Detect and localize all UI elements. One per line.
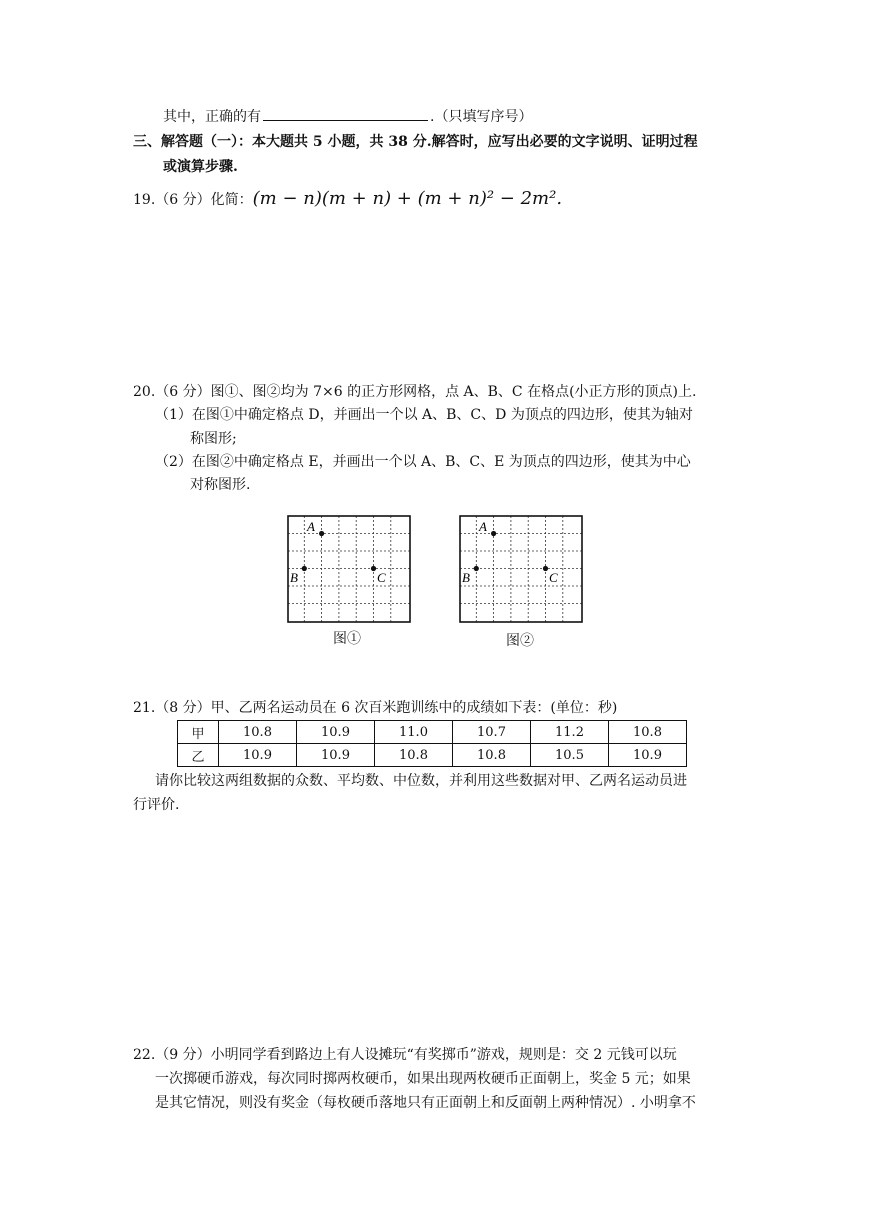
answer-line xyxy=(163,106,532,126)
table-row xyxy=(178,721,687,744)
figure-2-caption: 图② xyxy=(506,633,534,649)
question-21: 21.（8 分）甲、乙两名运动员在 6 次百米跑训练中的成绩如下表：(单位：秒) xyxy=(133,700,618,716)
q21-instruction-cont: 行评价. xyxy=(133,797,180,813)
point-c xyxy=(543,566,548,571)
label-c: C xyxy=(549,570,558,585)
q20-part2-cont: 对称图形. xyxy=(190,477,251,493)
table-cell: 10.8 xyxy=(609,721,687,744)
question-19 xyxy=(133,188,562,209)
grid-figure-2[interactable] xyxy=(459,515,583,623)
label-b: B xyxy=(462,570,470,585)
label-a: A xyxy=(479,519,487,534)
row-label-yi: 乙 xyxy=(178,744,219,767)
table-cell: 10.9 xyxy=(219,744,297,767)
q22-line2: 一次掷硬币游戏，每次同时掷两枚硬币，如果出现两枚硬币正面朝上，奖金 5 元；如果 xyxy=(155,1071,691,1087)
answer-suffix: .（只填写序号） xyxy=(430,109,533,125)
table-cell: 10.7 xyxy=(453,721,531,744)
row-label-jia: 甲 xyxy=(178,721,219,744)
label-b: B xyxy=(290,570,298,585)
grid-figure-1[interactable] xyxy=(287,515,411,623)
table-cell: 10.8 xyxy=(453,744,531,767)
table-cell: 10.8 xyxy=(219,721,297,744)
q22-line3: 是其它情况，则没有奖金（每枚硬币落地只有正面朝上和反面朝上两种情况）. 小明拿不 xyxy=(155,1095,696,1111)
section3-heading-cont: 或演算步骤. xyxy=(163,159,238,175)
table-row xyxy=(178,744,687,767)
section3-heading: 三、解答题（一）：本大题共 5 小题，共 38 分.解答时，应写出必要的文字说明、证明过程 xyxy=(133,134,698,150)
point-b xyxy=(302,566,307,571)
question-20: 20.（6 分）图①、图②均为 7×6 的正方形网格，点 A、B、C 在格点(小正方形的顶点)上. xyxy=(133,384,697,400)
table-cell: 10.5 xyxy=(531,744,609,767)
point-a xyxy=(491,531,496,536)
label-a: A xyxy=(307,519,315,534)
point-c xyxy=(371,566,376,571)
q20-part1-cont: 称图形; xyxy=(190,431,237,447)
point-a xyxy=(319,531,324,536)
q19-expression: (m − n)(m + n) + (m + n)² − 2m². xyxy=(252,188,563,209)
q19-label: 19.（6 分）化简： xyxy=(133,192,253,208)
table-cell: 10.9 xyxy=(297,744,375,767)
table-cell: 10.9 xyxy=(297,721,375,744)
point-b xyxy=(474,566,479,571)
question-22: 22.（9 分）小明同学看到路边上有人设摊玩“有奖掷币”游戏，规则是：交 2 元钱可以玩 xyxy=(133,1047,677,1063)
q20-part1: （1）在图①中确定格点 D，并画出一个以 A、B、C、D 为顶点的四边形，使其为轴对 xyxy=(155,407,693,423)
table-cell: 11.0 xyxy=(375,721,453,744)
answer-blank[interactable] xyxy=(263,106,428,121)
table-cell: 10.8 xyxy=(375,744,453,767)
table-cell: 10.9 xyxy=(609,744,687,767)
label-c: C xyxy=(377,570,386,585)
q20-part2: （2）在图②中确定格点 E，并画出一个以 A、B、C、E 为顶点的四边形，使其为中心 xyxy=(155,454,691,470)
answer-prefix: 其中，正确的有 xyxy=(163,109,261,125)
figure-1-caption: 图① xyxy=(333,631,361,647)
scores-table xyxy=(177,720,687,767)
q21-instruction: 请你比较这两组数据的众数、平均数、中位数，并利用这些数据对甲、乙两名运动员进 xyxy=(155,773,687,789)
table-cell: 11.2 xyxy=(531,721,609,744)
